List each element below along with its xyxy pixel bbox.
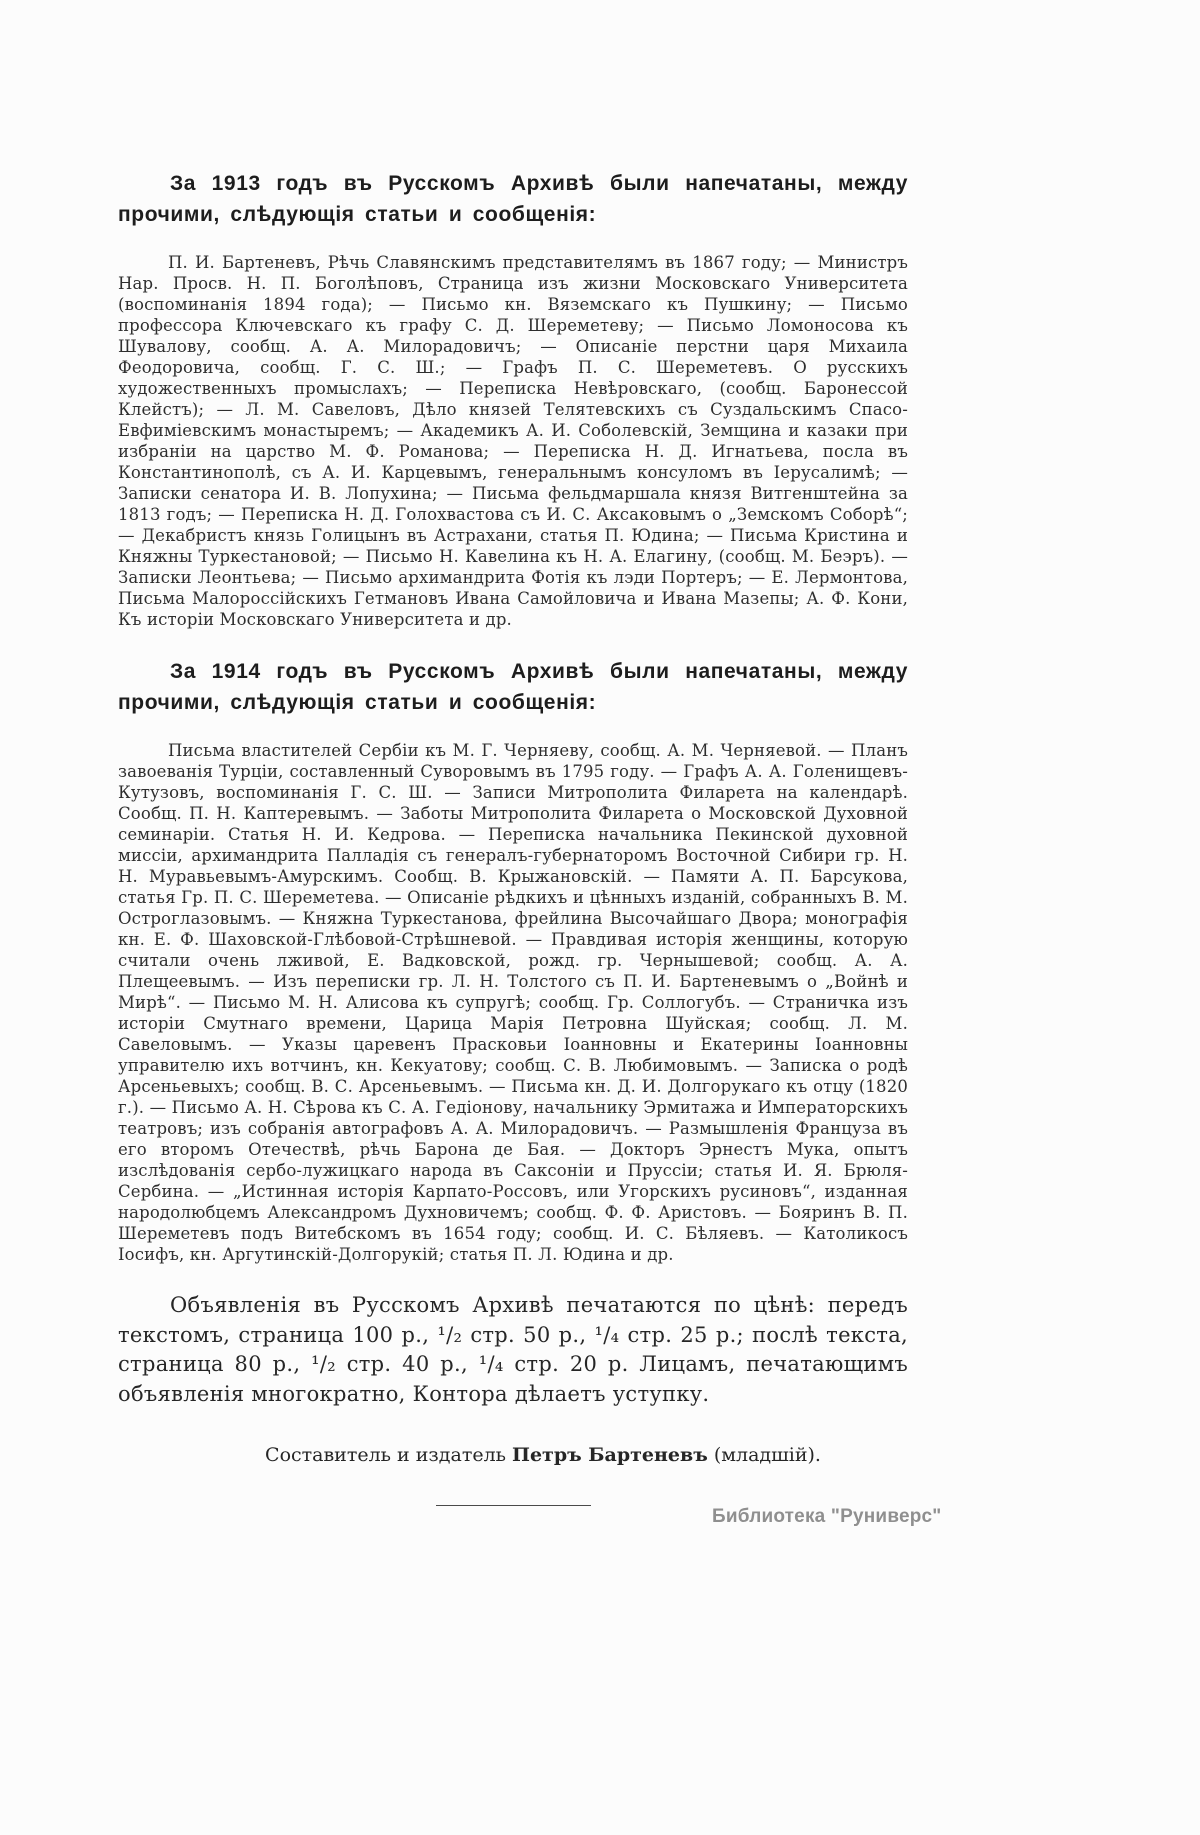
- section-1914-body: Письма властителей Сербіи къ М. Г. Черняеву, сообщ. А. М. Черняевой. — Планъ завоеванія Турціи, составленный Суворовымъ въ 1795 году. — Графъ А. А. Голенищевъ-Кутузовъ, воспоминанія Г. С. Ш. — Записи Митрополита Филарета на календарѣ. Сообщ. П. Н. Каптеревымъ. — Заботы Митрополита Филарета о Московской Духовной семинаріи. Статья Н. И. Кедрова. — Переписка начальника Пекинской духовной миссіи, архимандрита Палладія съ генералъ-губернаторомъ Восточной Сибири гр. Н. Н. Муравьевымъ-Амурскимъ. Сообщ. В. Крыжановскій. — Памяти А. П. Барсукова, статья Гр. П. С. Шереметева. — Описаніе рѣдкихъ и цѣнныхъ изданій, собранныхъ В. М. Остроглазовымъ. — Княжна Туркестанова, фрейлина Высочайшаго Двора; монографія кн. Е. Ф. Шаховской-Глѣбовой-Стрѣшневой. — Правдивая исторія женщины, которую считали очень лживой, Е. Вадковской, рожд. гр. Чернышевой; сообщ. А. А. Плещеевымъ. — Изъ переписки гр. Л. Н. Толстого съ П. И. Бартеневымъ о „Войнѣ и Мирѣ“. — Письмо М. Н. Алисова къ супругѣ; сообщ. Гр. Соллогубъ. — Страничка изъ исторіи Смутнаго времени, Царица Марія Петровна Шуйская; сообщ. Л. М. Савеловымъ. — Указы царевенъ Прасковьи Іоанновны и Екатерины Іоанновны управителю ихъ вотчинъ, кн. Кекуатову; сообщ. С. В. Любимовымъ. — Записка о родѣ Арсеньевыхъ; сообщ. В. С. Арсеньевымъ. — Письма кн. Д. И. Долгорукаго къ отцу (1820 г.). — Письмо А. Н. Сѣрова къ С. А. Гедіонову, начальнику Эрмитажа и Императорскихъ театровъ; изъ собранія автографовъ А. А. Милорадовичъ. — Размышленія Француза въ его второмъ Отечествѣ, рѣчь Барона де Бая. — Докторъ Эрнестъ Мука, опытъ изслѣдованія сербо-лужицкаго народа въ Саксоніи и Пруссіи; статья И. Я. Брюля-Сербина. — „Истинная исторія Карпато-Россовъ, или Угорскихъ русиновъ“, изданная народолюбцемъ Александромъ Духновичемъ; сообщ. Ф. Ф. Аристовъ. — Бояринъ В. П. Шереметевъ подъ Витебскомъ въ 1654 году; сообщ. И. С. Бѣляевъ. — Католикосъ Іосифъ, кн. Аргутинскій-Долгорукій; статья П. Л. Юдина и др.: [118, 741, 908, 1264]
- publisher-line: [178, 1443, 908, 1467]
- text-block: [118, 168, 908, 1506]
- advertising-price-notice: Объявленія въ Русскомъ Архивѣ печатаются по цѣнѣ: передъ текстомъ, страница 100 р., ¹/₂ стр. 50 р., ¹/₄ стр. 25 р.; послѣ текста, страница 80 р., ¹/₂ стр. 40 р., ¹/₄ стр. 20 р. Лицамъ, печатающимъ объявленія многократно, Контора дѣлаетъ уступку.: [118, 1293, 908, 1406]
- publisher-prefix: Составитель и издатель: [265, 1444, 513, 1466]
- library-watermark: Библиотека "Руниверс": [712, 1506, 942, 1527]
- section-1913-body: П. И. Бартеневъ, Рѣчь Славянскимъ представителямъ въ 1867 году; — Министръ Нар. Просв. Н. П. Боголѣповъ, Страница изъ жизни Московскаго Университета (воспоминанія 1894 года); — Письмо кн. Вяземскаго къ Пушкину; — Письмо профессора Ключевскаго къ графу С. Д. Шереметеву; — Письмо Ломоносова къ Шувалову, сообщ. А. А. Милорадовичъ; — Описаніе перстни царя Михаила Феодоровича, сообщ. Г. С. Ш.; — Графъ П. С. Шереметевъ. О русскихъ художественныхъ промыслахъ; — Переписка Невѣровскаго, (сообщ. Баронессой Клейстъ); — Л. М. Савеловъ, Дѣло князей Телятевскихъ съ Суздальскимъ Спасо-Евфиміевскимъ монастыремъ; — Академикъ А. И. Соболевскій, Земщина и казаки при избраніи на царство М. Ф. Романова; — Переписка Н. Д. Игнатьева, посла въ Константинополѣ, съ А. И. Карцевымъ, генеральнымъ консуломъ въ Іерусалимѣ; — Записки сенатора И. В. Лопухина; — Письма фельдмаршала князя Витгенштейна за 1813 годъ; — Переписка Н. Д. Голохвастова съ И. С. Аксаковымъ о „Земскомъ Соборѣ“; — Декабристъ князь Голицынъ въ Астрахани, статья П. Юдина; — Письма Кристина и Княжны Туркестановой; — Письмо Н. Кавелина къ Н. А. Елагину, (сообщ. М. Беэръ). — Записки Леонтьева; — Письмо архимандрита Фотія къ лэди Портеръ; — Е. Лермонтова, Письма Малороссійскихъ Гетмановъ Ивана Самойловича и Ивана Мазепы; А. Ф. Кони, Къ исторіи Московскаго Университета и др.: [118, 253, 908, 629]
- publisher-suffix: (младшій).: [707, 1444, 821, 1466]
- section-1914-heading: За 1914 годъ въ Русскомъ Архивѣ были напечатаны, между прочими, слѣдующія статьи и сообщенія:: [118, 660, 908, 714]
- section-1913-heading: За 1913 годъ въ Русскомъ Архивѣ были напечатаны, между прочими, слѣдующія статьи и сообщенія:: [118, 172, 908, 226]
- publisher-name: Петръ Бартеневъ: [512, 1444, 708, 1466]
- end-rule-divider: [436, 1505, 591, 1506]
